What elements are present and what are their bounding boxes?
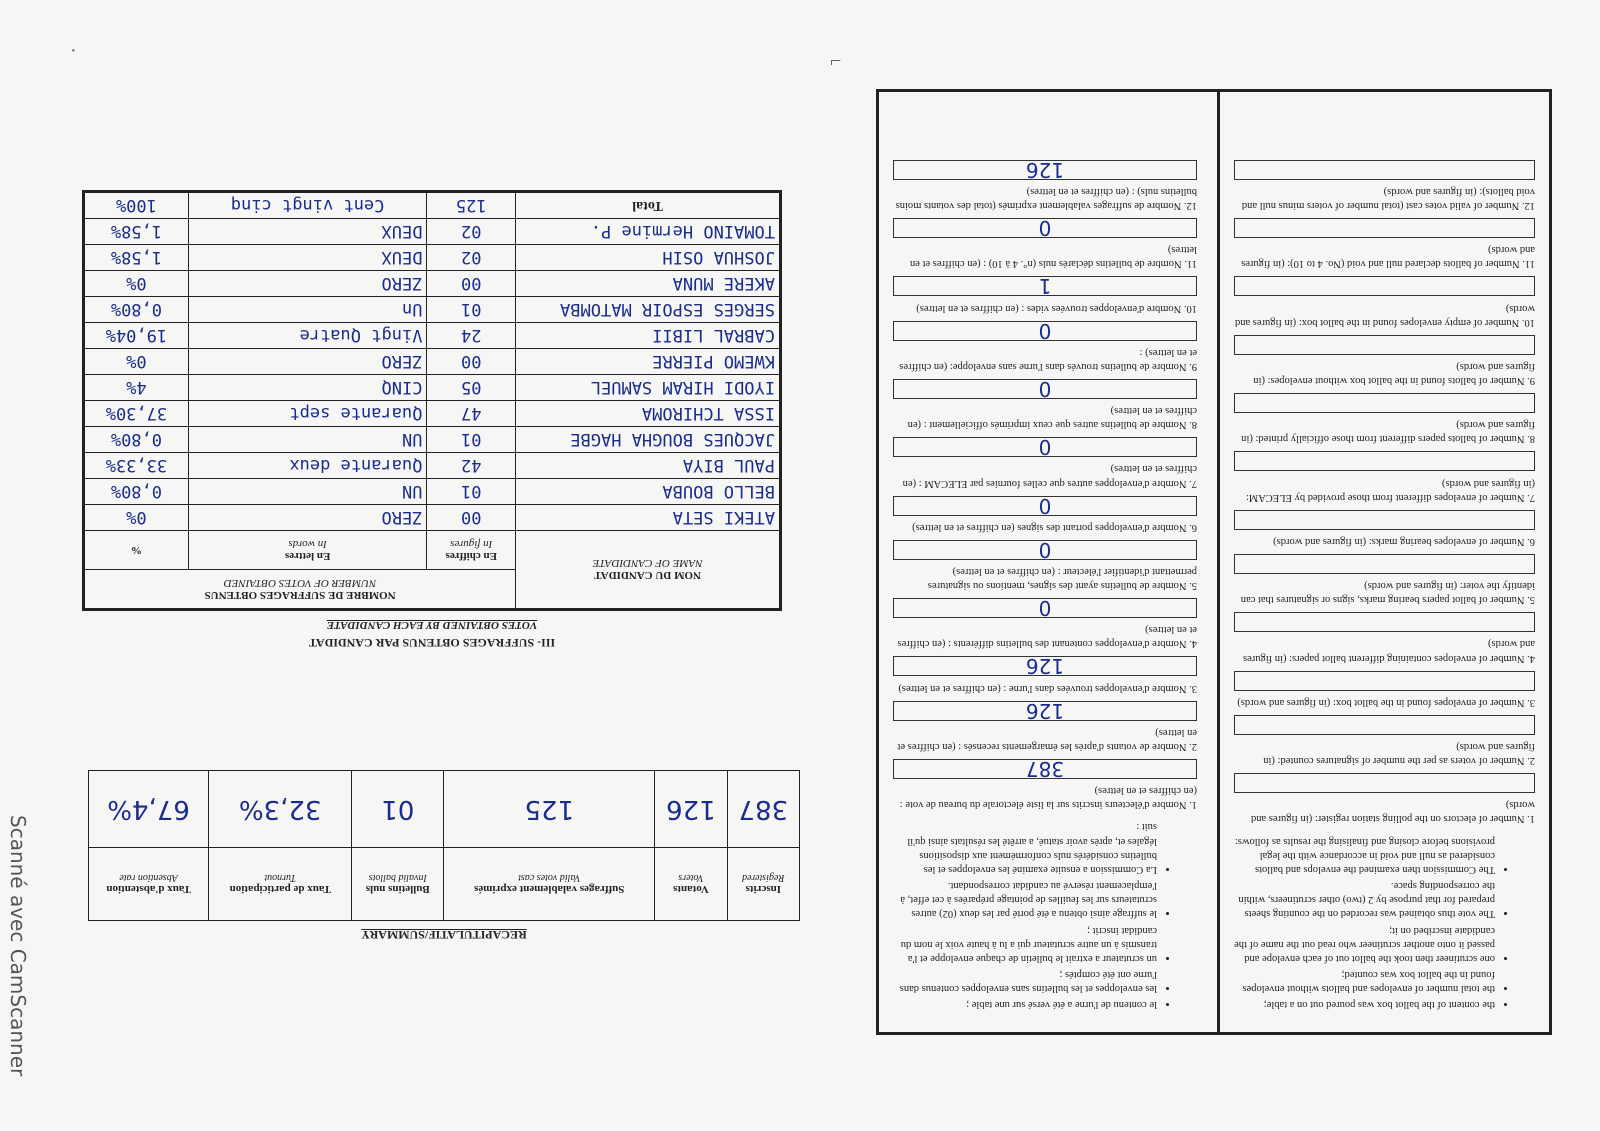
form-item-answer-box <box>1234 715 1535 735</box>
intro-item-fr: • les enveloppes et les bulletins sans enveloppes contenus dans l'urne ont été comptés ; <box>893 967 1157 995</box>
candidate-row <box>84 349 781 375</box>
form-item-label: 1. Nombre d'électeurs inscrits sur la liste électorale du bureau de vote : (en chiffres et en lettres) <box>899 785 1197 811</box>
items-french <box>893 157 1197 812</box>
head-votes: NOMBRE DE SUFFRAGES OBTENUS NUMBER OF VOTES OBTAINED <box>84 570 516 610</box>
summary-header <box>89 848 209 921</box>
candidate-words: Vingt Quatre <box>188 323 427 349</box>
candidate-percent: 37,30% <box>84 401 189 427</box>
form-item-answer-box: 126 <box>893 160 1197 180</box>
scan-corner-mark: · <box>70 40 77 62</box>
candidate-row <box>84 427 781 453</box>
summary-value: 01 <box>352 771 444 848</box>
form-item-en <box>1234 773 1535 825</box>
candidate-words: ZERO <box>188 505 427 531</box>
summary-header <box>655 848 727 921</box>
candidate-row <box>84 375 781 401</box>
form-item-label: 5. Nombre de bulletins ayant des signes, mentions ou signatures permettant d'identifier l'électeur : (en chiffres et en lettres) <box>927 565 1197 592</box>
form-item-label: 11. Nombre de bulletins déclarés nuls (n°. 4 à 10) : (en chiffres et en lettres) <box>909 244 1197 270</box>
summary-value: 32,3% <box>209 771 352 848</box>
summary-header-fr: Suffrages valablement exprimés <box>474 883 625 896</box>
form-item-answer-box: 1 <box>893 276 1197 296</box>
form-item-label: 11. Number of ballots declared null and void (No. 4 to 10): (in figures and words) <box>1241 244 1535 270</box>
form-item-fr <box>893 698 1197 753</box>
form-item-label: 5. Number of ballot papers bearing marks, signs or signatures that can identify the voter: (in figures and words) <box>1240 580 1535 606</box>
candidate-name: ISSA TCHIROMA <box>516 401 781 427</box>
intro-french <box>893 819 1197 1011</box>
candidate-name: CABRAL LIBII <box>516 323 781 349</box>
candidate-percent: 0% <box>84 505 189 531</box>
summary-value: 67,4% <box>89 771 209 848</box>
candidate-name: TOMAINO Hermine P. <box>516 219 781 245</box>
summary-value: 126 <box>655 771 727 848</box>
summary-header-en: Turnout <box>264 872 297 884</box>
intro-item-en: • the content of the ballot box was poured out on a table; <box>1234 997 1495 1011</box>
form-english-column <box>1217 92 1549 1032</box>
intro-item-en: • one scrutineer then took the ballot out of each envelope and passed it onto another scrutineer who read out the name of the candidate inscribed on it; <box>1234 922 1495 965</box>
results-form <box>876 89 1552 1035</box>
form-item-en <box>1234 276 1535 328</box>
summary-header-en: Voters <box>678 872 704 884</box>
form-item-answer-box <box>1234 671 1535 691</box>
form-item-label: 6. Number of envelopes bearing marks: (in figures and words) <box>1273 535 1535 547</box>
summary-header-en: Valid votes cast <box>518 872 581 884</box>
form-item-label: 12. Nombre de suffrages valablement exprimés (total des votants moins bulletins nuls) : (en chiffres et en lettres) <box>895 185 1197 211</box>
candidate-words: UN <box>188 427 427 453</box>
candidates-table <box>82 190 782 611</box>
candidate-name: PAUL BIYA <box>516 453 781 479</box>
candidate-figures: 00 <box>427 349 516 375</box>
head-percent: % <box>84 531 189 570</box>
form-item-answer-box: 0 <box>893 437 1197 457</box>
form-item-label: 7. Number of envelopes different from those provided by ELECAM: (in figures and words) <box>1245 477 1535 503</box>
summary-section <box>88 770 800 942</box>
candidate-percent: 1,58% <box>84 245 189 271</box>
form-item-label: 7. Nombre d'enveloppes autres que celles fournies par ELECAM : (en chiffres et en lettres) <box>902 463 1197 489</box>
form-item-fr <box>893 157 1197 212</box>
form-item-answer-box <box>1234 554 1535 574</box>
form-item-en <box>1234 335 1535 387</box>
candidate-figures: 00 <box>427 271 516 297</box>
form-item-answer-box: 387 <box>893 759 1197 779</box>
candidate-row <box>84 505 781 531</box>
summary-header-en: Absention rate <box>119 872 178 884</box>
form-item-fr <box>893 437 1197 489</box>
form-item-label: 8. Number of ballots papers different from those officially printed: (in figures and words) <box>1241 419 1535 445</box>
candidates-subtitle: VOTES OBTAINED BY EACH CANDIDATE <box>326 619 538 631</box>
candidate-results <box>82 190 782 650</box>
form-french-column <box>879 92 1211 1032</box>
total-percent: 100% <box>84 192 189 219</box>
form-item-label: 2. Nombre de votants d'après les émargements recensés : (en chiffres et en lettres) <box>897 726 1197 752</box>
form-item-fr <box>893 376 1197 431</box>
form-item-answer-box <box>1234 773 1535 793</box>
form-item-en <box>1234 451 1535 503</box>
intro-item-fr: • le suffrage ainsi obtenu a été porté par les deux (02) autres scrutateurs sur les feuilles de pointage préparées à cet effet, à l'emplacement réservé au candidat correspondant. <box>893 878 1157 921</box>
form-item-label: 9. Nombre de bulletins trouvés dans l'urne sans enveloppe: (en chiffres et en lettres) : <box>899 346 1197 372</box>
summary-header <box>727 848 799 921</box>
form-item-label: 4. Number of envelopes containing different ballot papers: (in figures and words) <box>1243 638 1535 664</box>
form-item-en <box>1234 393 1535 445</box>
intro-item-en: • The Commission then examined the envelops and ballots considered as null and void in accordance with the legal provisions before closing and finalising the results as follows: <box>1234 833 1495 876</box>
candidate-name: SERGES ESPOIR MATOMBA <box>516 297 781 323</box>
total-figures: 125 <box>427 192 516 219</box>
candidate-figures: 24 <box>427 323 516 349</box>
form-item-fr <box>893 218 1197 270</box>
candidate-percent: 0,80% <box>84 297 189 323</box>
form-item-answer-box <box>1234 160 1535 180</box>
form-item-fr <box>893 598 1197 650</box>
form-item-fr <box>893 756 1197 811</box>
form-item-answer-box: 0 <box>893 218 1197 238</box>
head-words: En lettres In words <box>188 531 427 570</box>
total-label: Total <box>516 192 781 219</box>
candidate-percent: 4% <box>84 375 189 401</box>
candidate-figures: 01 <box>427 297 516 323</box>
form-item-en <box>1234 160 1535 212</box>
form-item-answer-box: 0 <box>893 598 1197 618</box>
candidate-percent: 1,58% <box>84 219 189 245</box>
candidate-words: DEUX <box>188 219 427 245</box>
candidate-percent: 0,80% <box>84 479 189 505</box>
items-english <box>1234 160 1535 826</box>
candidate-words: ZERO <box>188 271 427 297</box>
candidate-name: JOSHUA OSIH <box>516 245 781 271</box>
summary-value: 125 <box>444 771 655 848</box>
form-item-label: 8. Nombre de bulletins autres que ceux imprimés officiellement : (en chiffres et en lettres) <box>907 405 1197 431</box>
form-item-en <box>1234 671 1535 709</box>
candidate-words: DEUX <box>188 245 427 271</box>
scan-corner-mark-2: ⌐ <box>830 50 842 72</box>
form-item-label: 9. Number of ballots found in the ballot box without envelopes: (in figures and words) <box>1253 360 1535 387</box>
candidate-figures: 42 <box>427 453 516 479</box>
form-item-answer-box <box>1234 276 1535 296</box>
head-figures: En chiffres In figures <box>427 531 516 570</box>
candidate-percent: 33,33% <box>84 453 189 479</box>
candidate-words: CINQ <box>188 375 427 401</box>
form-item-answer-box: 126 <box>893 656 1197 676</box>
form-item-answer-box <box>1234 335 1535 355</box>
candidate-name: IYODI HIRAM SAMUEL <box>516 375 781 401</box>
candidate-name: KWEMO PIERRE <box>516 349 781 375</box>
summary-header-fr: Votants <box>673 883 709 896</box>
candidate-words: Quarante deux <box>188 453 427 479</box>
form-item-fr <box>893 276 1197 314</box>
candidate-words: Quarante sept <box>188 401 427 427</box>
candidate-row <box>84 401 781 427</box>
intro-item-en: • the total number of envelopes and ballots without envelopes found in the ballot box was counted; <box>1234 967 1495 995</box>
camscanner-watermark <box>8 815 48 1105</box>
candidate-row <box>84 453 781 479</box>
candidate-row <box>84 479 781 505</box>
form-item-answer-box <box>1234 510 1535 530</box>
candidate-words: Un <box>188 297 427 323</box>
candidate-percent: 0% <box>84 349 189 375</box>
form-item-answer-box: 126 <box>893 701 1197 721</box>
summary-header <box>209 848 352 921</box>
summary-header <box>444 848 655 921</box>
intro-item-fr: • le contenu de l'urne a été versé sur une table ; <box>893 997 1157 1011</box>
candidates-title: III- SUFFRAGES OBTENUS PAR CANDIDAT <box>308 636 556 650</box>
form-item-answer-box: 0 <box>893 379 1197 399</box>
summary-header-fr: Taux de participation <box>229 883 331 896</box>
summary-header-en: Invalid ballots <box>368 872 427 884</box>
candidate-figures: 02 <box>427 245 516 271</box>
form-item-label: 3. Nombre d'enveloppes trouvées dans l'urne : (en chiffres et en lettres) <box>898 682 1197 694</box>
candidate-figures: 47 <box>427 401 516 427</box>
summary-title: RECAPITULATIF/SUMMARY <box>361 928 527 942</box>
candidate-figures: 05 <box>427 375 516 401</box>
form-item-fr <box>893 656 1197 694</box>
candidate-name: BELLO BOUBA <box>516 479 781 505</box>
total-words: Cent vingt cinq <box>188 192 427 219</box>
form-item-en <box>1234 554 1535 606</box>
candidate-percent: 19,04% <box>84 323 189 349</box>
candidate-row <box>84 271 781 297</box>
form-item-fr <box>893 493 1197 534</box>
candidate-name: ATEKI SETA <box>516 505 781 531</box>
form-item-en <box>1234 612 1535 664</box>
form-item-en <box>1234 218 1535 270</box>
form-item-en <box>1234 715 1535 767</box>
form-item-answer-box <box>1234 393 1535 413</box>
form-item-answer-box <box>1234 612 1535 632</box>
form-item-label: 3. Number of envelopes found in the ballot box: (in figures and words) <box>1237 696 1535 708</box>
form-item-label: 2. Number of voters as per the number of signatures counted: (in figures and words) <box>1263 740 1535 767</box>
form-item-answer-box: 0 <box>893 540 1197 560</box>
form-item-label: 10. Number of empty envelopes found in the ballot box: (in figures and words) <box>1234 302 1535 328</box>
candidate-percent: 0,80% <box>84 427 189 453</box>
form-item-fr <box>893 318 1197 373</box>
intro-item-fr: • La Commission a ensuite examiné les enveloppes et les bulletins considérés nuls conformément aux dispositions légales et, après avoir statué, a arrêté les résultats ainsi qu'il suit : <box>893 819 1157 876</box>
candidate-percent: 0% <box>84 271 189 297</box>
candidate-words: ZERO <box>188 349 427 375</box>
summary-header-fr: Bulletins nuls <box>365 883 430 896</box>
intro-item-en: • The vote thus obtained was recorded on the counting sheets prepared for that purpose by 2 (two) other scrutineers, within the corresponding space. <box>1234 878 1495 921</box>
form-item-answer-box <box>1234 218 1535 238</box>
candidate-figures: 00 <box>427 505 516 531</box>
form-item-label: 1. Number of electors on the polling station register: (in figures and words) <box>1250 799 1535 825</box>
form-item-answer-box: 0 <box>893 496 1197 516</box>
summary-value: 387 <box>727 771 799 848</box>
form-item-answer-box <box>1234 451 1535 471</box>
candidate-row <box>84 323 781 349</box>
candidate-name: JACQUES BOUGHA HAGBE <box>516 427 781 453</box>
form-item-en <box>1234 510 1535 548</box>
candidate-row <box>84 219 781 245</box>
form-item-label: 4. Nombre d'enveloppes contenant des bulletins différents : (en chiffres et en lettres) <box>897 624 1197 650</box>
candidate-row <box>84 245 781 271</box>
intro-item-fr: • un scrutateur a extrait le bulletin de chaque enveloppe et l'a transmis à un autre scrutateur qui a lu à haute voix le nom du candidat inscrit ; <box>893 922 1157 965</box>
form-item-label: 12. Number of valid votes cast (total number of voters minus null and void ballots): (in figures and words) <box>1241 185 1535 211</box>
candidate-name: AKERE MUNA <box>516 271 781 297</box>
intro-english <box>1234 833 1535 1011</box>
summary-header <box>352 848 444 921</box>
candidate-row <box>84 297 781 323</box>
head-name: NOM DU CANDIDAT NAME OF CANDIDATE <box>516 531 781 610</box>
form-item-label: 10. Nombre d'enveloppes trouvées vides : (en chiffres et en lettres) <box>916 302 1197 314</box>
summary-header-fr: Taux d'abstention <box>106 883 191 896</box>
candidate-words: UN <box>188 479 427 505</box>
summary-table <box>88 770 800 921</box>
summary-header-en: Registered <box>742 872 785 884</box>
form-item-label: 6. Nombre d'enveloppes portant des signes (en chiffres et en lettres) <box>912 521 1197 533</box>
form-item-fr <box>893 537 1197 592</box>
summary-header-fr: Inscrits <box>745 883 782 896</box>
form-item-answer-box: 0 <box>893 321 1197 341</box>
candidate-figures: 01 <box>427 427 516 453</box>
watermark-text: Scanné avec CamScanner <box>6 815 30 1077</box>
candidate-figures: 01 <box>427 479 516 505</box>
candidate-figures: 02 <box>427 219 516 245</box>
total-row <box>84 192 781 219</box>
